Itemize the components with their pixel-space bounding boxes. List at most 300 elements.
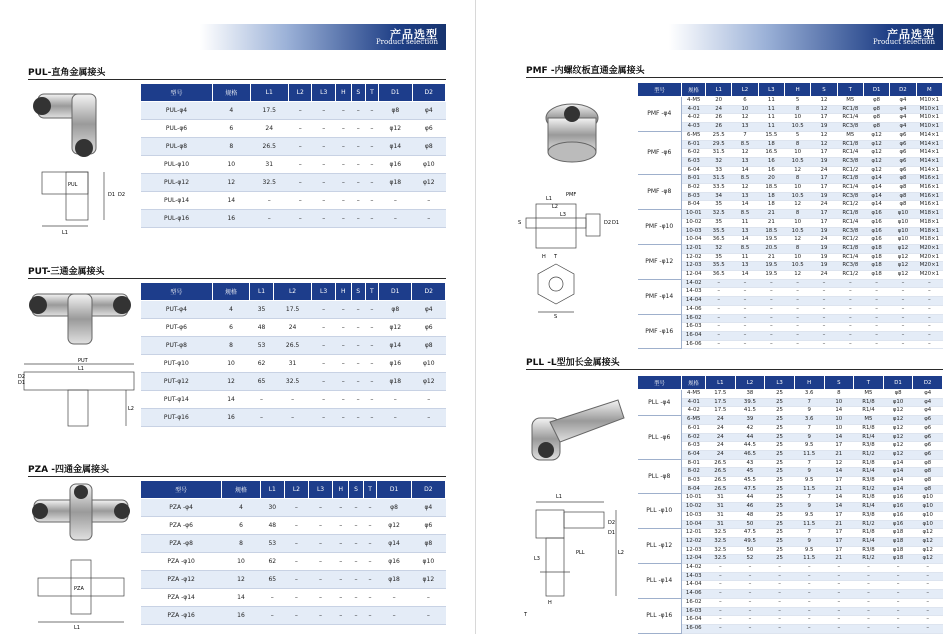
banner-title-en-right: Product selection <box>872 38 935 46</box>
table-cell: φ4 <box>890 123 916 132</box>
table-cell: φ12 <box>890 262 916 271</box>
table-cell: – <box>379 210 412 228</box>
table-cell: – <box>308 571 332 589</box>
table-cell: 9 <box>794 537 824 546</box>
table-cell: 17.5 <box>706 390 736 399</box>
table-cell: R1/4 <box>854 537 884 546</box>
table-cell: 14 <box>824 407 854 416</box>
table-cell: – <box>706 331 732 340</box>
spec-code-cell: 4-M5 <box>682 390 706 399</box>
spec-code-cell: 12-04 <box>682 271 706 280</box>
table-cell: – <box>312 391 336 409</box>
table-cell: 65 <box>250 373 274 391</box>
spec-code-cell: 10-01 <box>682 210 706 219</box>
table-cell: M16×1 <box>916 184 942 193</box>
table-cell: – <box>412 210 445 228</box>
table-cell: 32.5 <box>706 537 736 546</box>
table-cell: – <box>284 589 308 607</box>
table-cell: 12 <box>811 105 837 114</box>
table-cell: 44 <box>735 494 765 503</box>
table-cell: – <box>811 288 837 297</box>
pul-elbow-image <box>28 86 138 242</box>
table-cell: 19.5 <box>758 236 784 245</box>
table-cell: 39.5 <box>735 398 765 407</box>
table-cell: – <box>335 373 351 391</box>
table-cell: – <box>916 279 942 288</box>
table-cell: – <box>363 535 377 553</box>
model-cell: PUL-φ8 <box>141 138 213 156</box>
table-cell: – <box>335 156 351 174</box>
model-cell: PZA -φ6 <box>141 517 222 535</box>
table-cell: φ14 <box>377 535 411 553</box>
table-cell: – <box>765 616 795 625</box>
table-cell: 11.5 <box>794 485 824 494</box>
table-cell: – <box>706 340 732 349</box>
pll-drawing-l3-label: L3 <box>534 556 540 562</box>
table-cell: φ16 <box>863 218 889 227</box>
table-cell: 8.5 <box>732 140 758 149</box>
table-row <box>638 323 943 332</box>
spec-code-cell: 12-01 <box>682 244 706 253</box>
table-cell: 43 <box>735 459 765 468</box>
pmf-divider <box>526 77 943 78</box>
spec-code-cell: 4-M5 <box>682 97 706 106</box>
table-cell: 25 <box>765 450 795 459</box>
table-cell: – <box>913 624 943 633</box>
table-row <box>141 355 446 373</box>
table-cell: M20×1 <box>916 253 942 262</box>
table-cell: R3/8 <box>854 546 884 555</box>
table-cell: RC1/4 <box>837 114 863 123</box>
table-cell: – <box>890 340 916 349</box>
table-cell: φ6 <box>890 140 916 149</box>
table-cell: – <box>706 323 732 332</box>
table-cell: – <box>916 340 942 349</box>
table-cell: 7 <box>794 494 824 503</box>
table-cell: φ14 <box>883 485 913 494</box>
table-cell: 47.5 <box>735 529 765 538</box>
table-cell: 9.5 <box>794 511 824 520</box>
spec-code-cell: 16-02 <box>682 314 706 323</box>
table-cell: φ4 <box>913 398 943 407</box>
table-cell: 32.5 <box>706 529 736 538</box>
column-header: 型号 <box>638 376 682 390</box>
table-row <box>141 174 446 192</box>
table-cell: – <box>735 590 765 599</box>
table-cell: φ12 <box>863 131 889 140</box>
table-cell: 13 <box>732 157 758 166</box>
model-cell: PUT-φ14 <box>141 391 213 409</box>
column-header: D1 <box>863 83 889 97</box>
table-cell: 7 <box>794 424 824 433</box>
table-cell: 12 <box>811 97 837 106</box>
table-cell: – <box>735 624 765 633</box>
table-cell: 8 <box>222 535 260 553</box>
put-drawing-l2-label: L2 <box>128 406 134 412</box>
table-row <box>638 607 943 616</box>
table-cell: – <box>312 355 336 373</box>
table-cell: φ6 <box>412 319 446 337</box>
table-cell: M5 <box>837 97 863 106</box>
table-cell: 25 <box>765 511 795 520</box>
table-cell: R1/8 <box>854 398 884 407</box>
table-cell: 31 <box>273 355 312 373</box>
table-cell: – <box>913 590 943 599</box>
model-cell: PUT-φ8 <box>141 337 213 355</box>
table-cell: 12 <box>212 373 250 391</box>
column-header: L2 <box>288 84 312 102</box>
table-cell: 10 <box>784 114 810 123</box>
table-cell: – <box>312 156 336 174</box>
table-cell: 9 <box>794 468 824 477</box>
table-cell: φ6 <box>890 157 916 166</box>
column-header: 型号 <box>141 481 222 499</box>
table-cell: φ18 <box>379 174 412 192</box>
table-cell: – <box>335 210 351 228</box>
pza-section-title: PZA -四通金属接头 <box>28 465 109 475</box>
table-cell: R1/4 <box>854 468 884 477</box>
table-cell: φ12 <box>913 555 943 564</box>
table-cell: – <box>706 598 736 607</box>
table-cell: – <box>706 288 732 297</box>
model-group-cell: PLL -φ14 <box>638 564 682 599</box>
table-row <box>638 149 943 158</box>
spec-code-cell: 16-06 <box>682 624 706 633</box>
table-cell: – <box>811 297 837 306</box>
table-cell: 9 <box>794 407 824 416</box>
table-cell: – <box>351 156 365 174</box>
table-cell: 25 <box>765 459 795 468</box>
spec-code-cell: 4-01 <box>682 105 706 114</box>
table-cell: φ14 <box>379 138 412 156</box>
table-cell: 8 <box>212 337 250 355</box>
table-row <box>638 485 943 494</box>
table-cell: – <box>794 590 824 599</box>
table-cell: 19.5 <box>758 271 784 280</box>
pza-spec-table <box>140 480 446 625</box>
table-cell: φ6 <box>890 131 916 140</box>
pza-drawing-l1-label: L1 <box>74 625 80 631</box>
table-cell: – <box>735 572 765 581</box>
table-cell: 16 <box>222 607 260 625</box>
table-cell: – <box>349 517 363 535</box>
table-cell: 18.5 <box>758 227 784 236</box>
table-cell: 5 <box>784 131 810 140</box>
table-cell: 14 <box>732 271 758 280</box>
table-cell: 13 <box>732 262 758 271</box>
table-cell: – <box>794 598 824 607</box>
table-cell: – <box>854 564 884 573</box>
table-cell: 26.5 <box>706 477 736 486</box>
spec-code-cell: 6-01 <box>682 140 706 149</box>
table-cell: 26 <box>706 114 732 123</box>
table-cell: φ8 <box>863 114 889 123</box>
table-cell: 44 <box>735 433 765 442</box>
table-cell: – <box>732 340 758 349</box>
table-cell: 7 <box>794 529 824 538</box>
table-cell: 3.6 <box>794 416 824 425</box>
spec-code-cell: 8-04 <box>682 201 706 210</box>
column-header: 型号 <box>638 83 682 97</box>
table-cell: 4 <box>212 301 250 319</box>
table-cell: 25 <box>765 537 795 546</box>
table-cell: – <box>706 279 732 288</box>
table-cell: 44.5 <box>735 442 765 451</box>
table-cell: M5 <box>854 390 884 399</box>
table-row <box>141 391 446 409</box>
pmf-drawing-l3-label: L3 <box>560 212 566 218</box>
spec-code-cell: 16-03 <box>682 607 706 616</box>
table-row <box>638 227 943 236</box>
pul-section-title: PUL-直角金属接头 <box>28 68 106 78</box>
table-cell: 53 <box>250 337 274 355</box>
table-cell: 39 <box>735 416 765 425</box>
table-cell: φ6 <box>411 517 445 535</box>
table-cell: – <box>412 391 446 409</box>
pll-drawing-d1-label: D1 <box>608 530 616 536</box>
table-cell: φ12 <box>883 407 913 416</box>
table-cell: 6 <box>222 517 260 535</box>
pmf-drawing-s-bottom-label: S <box>554 314 558 320</box>
model-cell: PUT-φ10 <box>141 355 213 373</box>
table-cell: φ4 <box>412 301 446 319</box>
spec-code-cell: 8-01 <box>682 175 706 184</box>
table-cell: – <box>333 517 349 535</box>
table-cell: 35.5 <box>706 262 732 271</box>
spec-code-cell: 6-02 <box>682 149 706 158</box>
table-cell: – <box>312 373 336 391</box>
column-header: H <box>784 83 810 97</box>
spec-code-cell: 6-M5 <box>682 131 706 140</box>
table-cell: 10 <box>824 424 854 433</box>
table-cell: – <box>916 288 942 297</box>
table-cell: – <box>913 581 943 590</box>
column-header: S <box>351 84 365 102</box>
table-cell: φ12 <box>863 166 889 175</box>
table-cell: – <box>288 156 312 174</box>
table-cell: φ8 <box>411 535 445 553</box>
table-cell: 12 <box>784 201 810 210</box>
table-cell: φ14 <box>379 337 412 355</box>
pll-spec-table <box>637 375 943 634</box>
table-cell: φ18 <box>863 244 889 253</box>
table-cell: 12 <box>222 571 260 589</box>
table-cell: 26 <box>706 123 732 132</box>
table-cell: M20×1 <box>916 244 942 253</box>
table-cell: 14 <box>213 192 250 210</box>
table-row <box>638 184 943 193</box>
table-cell: – <box>363 553 377 571</box>
table-row <box>638 114 943 123</box>
table-cell: 26.5 <box>706 459 736 468</box>
table-cell: φ4 <box>913 407 943 416</box>
table-cell: 21 <box>758 218 784 227</box>
table-cell: φ8 <box>863 123 889 132</box>
table-cell: M16×1 <box>916 175 942 184</box>
table-cell: 30 <box>260 499 284 517</box>
model-group-cell: PLL -φ4 <box>638 390 682 416</box>
table-cell: φ18 <box>377 571 411 589</box>
table-cell: – <box>863 305 889 314</box>
table-row <box>141 120 446 138</box>
table-cell: 11 <box>758 97 784 106</box>
pll-divider <box>526 369 943 370</box>
table-cell: R3/8 <box>854 477 884 486</box>
table-cell: – <box>784 305 810 314</box>
table-cell: R1/4 <box>854 407 884 416</box>
table-cell: – <box>365 337 378 355</box>
table-cell: – <box>732 323 758 332</box>
pul-drawing-d2-label: D2 <box>118 192 126 198</box>
table-cell: φ16 <box>379 355 412 373</box>
put-product-illustration <box>18 284 140 444</box>
table-cell: 12 <box>213 174 250 192</box>
table-cell: – <box>351 337 365 355</box>
table-cell: 10 <box>784 149 810 158</box>
table-cell: φ18 <box>863 253 889 262</box>
table-cell: – <box>333 589 349 607</box>
table-cell: – <box>333 571 349 589</box>
table-cell: 45.5 <box>735 477 765 486</box>
model-cell: PUL-φ12 <box>141 174 213 192</box>
table-cell: – <box>335 192 351 210</box>
table-cell: – <box>732 331 758 340</box>
table-cell: – <box>288 210 312 228</box>
table-cell: 24 <box>811 271 837 280</box>
table-cell: 19 <box>811 123 837 132</box>
table-cell: 9 <box>794 503 824 512</box>
spec-code-cell: 10-02 <box>682 218 706 227</box>
table-cell: – <box>333 553 349 571</box>
table-cell: φ16 <box>883 494 913 503</box>
table-cell: 21 <box>758 253 784 262</box>
table-cell: RC1/4 <box>837 218 863 227</box>
table-cell: – <box>824 616 854 625</box>
table-cell: 10 <box>824 416 854 425</box>
table-cell: – <box>837 331 863 340</box>
table-cell: φ6 <box>412 120 445 138</box>
model-cell: PUT-φ6 <box>141 319 213 337</box>
table-cell: 33 <box>706 166 732 175</box>
table-cell: 8 <box>784 210 810 219</box>
table-cell: – <box>811 340 837 349</box>
table-cell: 14 <box>824 503 854 512</box>
table-cell: 10 <box>784 218 810 227</box>
table-cell: 24 <box>811 201 837 210</box>
table-cell: φ16 <box>883 503 913 512</box>
table-cell: M10×1 <box>916 114 942 123</box>
column-header: D1 <box>883 376 913 390</box>
table-cell: – <box>288 120 312 138</box>
table-cell: – <box>824 564 854 573</box>
table-cell: 3.6 <box>794 390 824 399</box>
table-cell: M5 <box>837 131 863 140</box>
table-cell: 10.5 <box>784 192 810 201</box>
model-cell: PUL-φ16 <box>141 210 213 228</box>
table-cell: – <box>365 156 378 174</box>
table-cell: – <box>365 355 378 373</box>
table-cell: – <box>333 535 349 553</box>
table-cell: – <box>854 590 884 599</box>
table-cell: M14×1 <box>916 140 942 149</box>
table-cell: 20 <box>706 97 732 106</box>
table-cell: – <box>863 288 889 297</box>
table-cell: RC1/4 <box>837 184 863 193</box>
column-header: M <box>916 83 942 97</box>
table-cell: φ8 <box>377 499 411 517</box>
table-cell: – <box>706 607 736 616</box>
table-cell: RC1/8 <box>837 105 863 114</box>
model-group-cell: PMF -φ14 <box>638 279 682 314</box>
table-cell: 42 <box>735 424 765 433</box>
table-cell: 32.5 <box>706 210 732 219</box>
table-cell: M20×1 <box>916 262 942 271</box>
table-cell: 31 <box>250 156 288 174</box>
banner-title-cn-right: 产品选型 <box>887 28 935 41</box>
table-cell: φ12 <box>412 373 446 391</box>
table-cell: – <box>735 598 765 607</box>
table-cell: – <box>412 409 446 427</box>
table-row <box>638 546 943 555</box>
table-cell: – <box>349 571 363 589</box>
table-cell: – <box>837 314 863 323</box>
table-cell: 53 <box>260 535 284 553</box>
column-header: L1 <box>706 83 732 97</box>
table-cell: φ8 <box>412 138 445 156</box>
table-cell: – <box>811 279 837 288</box>
table-cell: 10 <box>213 156 250 174</box>
table-row <box>638 503 943 512</box>
table-cell: M20×1 <box>916 271 942 280</box>
table-cell: 14 <box>824 468 854 477</box>
table-cell: 12 <box>732 184 758 193</box>
table-cell: 31.5 <box>706 149 732 158</box>
table-cell: 14 <box>732 166 758 175</box>
table-cell: φ8 <box>890 192 916 201</box>
table-cell: – <box>335 174 351 192</box>
table-cell: – <box>312 301 336 319</box>
table-cell: RC3/8 <box>837 262 863 271</box>
table-cell: – <box>916 297 942 306</box>
table-cell: – <box>312 102 336 120</box>
spec-code-cell: 10-03 <box>682 227 706 236</box>
table-cell: 17 <box>824 546 854 555</box>
table-cell: 34 <box>706 192 732 201</box>
spec-code-cell: 8-04 <box>682 485 706 494</box>
table-cell: – <box>824 581 854 590</box>
model-cell: PUL-φ10 <box>141 156 213 174</box>
table-cell: – <box>250 192 288 210</box>
spec-code-cell: 16-04 <box>682 616 706 625</box>
table-cell: φ10 <box>913 503 943 512</box>
table-cell: 10 <box>824 398 854 407</box>
table-cell: φ8 <box>913 477 943 486</box>
table-cell: M18×1 <box>916 227 942 236</box>
table-cell: – <box>837 297 863 306</box>
spec-code-cell: 14-04 <box>682 297 706 306</box>
column-header: H <box>794 376 824 390</box>
column-header: L3 <box>312 283 336 301</box>
table-cell: – <box>411 607 445 625</box>
table-cell: R3/8 <box>854 442 884 451</box>
table-cell: 16 <box>212 409 250 427</box>
put-drawing-d1-label: D1 <box>18 380 26 386</box>
table-cell: 32 <box>706 244 732 253</box>
table-cell: – <box>351 174 365 192</box>
table-cell: – <box>863 331 889 340</box>
table-cell: φ12 <box>883 450 913 459</box>
table-cell: φ8 <box>863 105 889 114</box>
